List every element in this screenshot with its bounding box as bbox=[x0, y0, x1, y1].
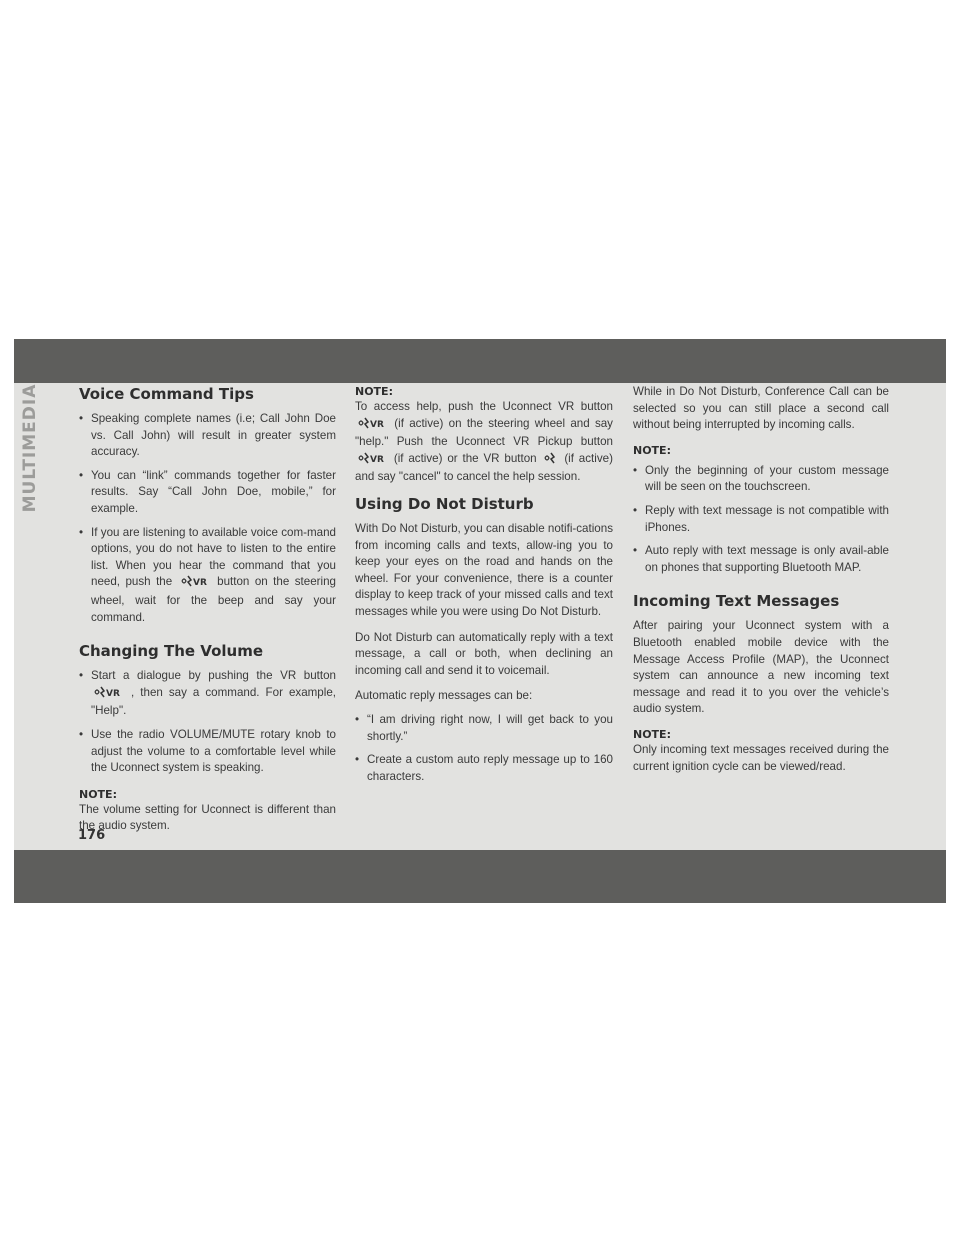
tip3-text-before: If you are listening to available voice com-mand options, you do not have to listen to the entire list. When you hear the command that you need, push the bbox=[91, 525, 336, 589]
svg-text:VR: VR bbox=[370, 419, 384, 429]
vr-button-icon bbox=[180, 575, 210, 593]
note-help-part-4: (if active) and say "cancel" to cancel the help session. bbox=[355, 451, 613, 484]
column-2 bbox=[355, 384, 613, 792]
column-3 bbox=[633, 384, 889, 775]
auto-reply-list bbox=[355, 712, 613, 785]
header-band bbox=[14, 339, 946, 383]
list-item bbox=[79, 668, 336, 720]
vol1-text-before: Start a dialogue by pushing the VR button bbox=[91, 669, 336, 683]
heading-changing-volume: Changing The Volume bbox=[79, 642, 264, 661]
column-1 bbox=[79, 384, 336, 835]
section-side-label: MULTIMEDIA bbox=[20, 383, 40, 513]
note-list bbox=[633, 463, 889, 577]
page-number: 176 bbox=[78, 828, 106, 843]
heading-voice-command-tips: Voice Command Tips bbox=[79, 385, 254, 403]
note-text: The volume setting for Uconnect is different than the audio system. bbox=[79, 802, 336, 833]
list-item: • Use the radio VOLUME/MUTE rotary knob to adjust the volume to a comfortable level while the Uconnect system is speaking. bbox=[79, 727, 336, 777]
note-label: NOTE: bbox=[633, 443, 671, 457]
note-help-part-3: (if active) or the VR button bbox=[393, 451, 537, 465]
list-item: • You can “link” commands together for faster results. Say “Call John Doe, mobile,” for example. bbox=[79, 468, 336, 518]
note-help-part-1: To access help, push the Uconnect VR button bbox=[355, 400, 613, 413]
list-item: • Only the beginning of your custom message will be seen on the touchscreen. bbox=[633, 463, 889, 496]
dnd-paragraph-2: Do Not Disturb can automatically reply with a text message, a call or both, when declining an incoming call and send it to voicemail. bbox=[355, 630, 613, 677]
footer-band bbox=[14, 850, 946, 903]
note-label: NOTE: bbox=[633, 727, 671, 741]
dnd-paragraph-3: Automatic reply messages can be: bbox=[355, 689, 533, 703]
voice-tips-list bbox=[79, 411, 336, 626]
heading-do-not-disturb: Using Do Not Disturb bbox=[355, 494, 534, 513]
vol1-text-after: , then say a command. For example, "Help". bbox=[91, 685, 336, 718]
list-item bbox=[79, 525, 336, 627]
conference-call-paragraph: While in Do Not Disturb, Conference Call can be selected so you can still place a second call without being interrupted by incoming calls. bbox=[633, 385, 889, 432]
incoming-text-paragraph: After pairing your Uconnect system with a Bluetooth enabled mobile device with the Message Access Profile (MAP), the Uconnect system can announce a new incoming text message and read it to you over the vehicle’s audio system. bbox=[633, 619, 889, 716]
note-help-paragraph bbox=[355, 399, 613, 486]
dnd-paragraph-1: With Do Not Disturb, you can disable notifi-cations from incoming calls and texts, allow-ing you to keep your eyes on the road and hands on the wheel. For your convenience, there is a counter display to keep track of your missed calls and text messages while you were using Do Not Disturb. bbox=[355, 521, 613, 618]
heading-incoming-text-messages: Incoming Text Messages bbox=[633, 592, 840, 611]
note-label: NOTE: bbox=[79, 787, 117, 801]
list-item: • Speaking complete names (i.e; Call John Doe vs. Call John) will result in greater system accuracy. bbox=[79, 411, 336, 461]
svg-text:VR: VR bbox=[106, 688, 120, 698]
svg-text:VR: VR bbox=[370, 454, 384, 464]
list-item: • Create a custom auto reply message up to 160 characters. bbox=[355, 752, 613, 785]
tip3-text-after: button on the steering wheel, wait for the beep and say your command. bbox=[91, 575, 336, 624]
list-item: • Reply with text message is not compatible with iPhones. bbox=[633, 503, 889, 536]
svg-text:VR: VR bbox=[192, 578, 207, 588]
note-help-part-2: (if active) on the steering wheel and say "help." Push the Uconnect VR Pickup button bbox=[355, 416, 613, 449]
list-item: • Auto reply with text message is only avail-able on phones that supporting Bluetooth MAP. bbox=[633, 543, 889, 576]
note-text: Only incoming text messages received during the current ignition cycle can be viewed/read. bbox=[633, 742, 889, 773]
vr-pickup-button-icon bbox=[357, 452, 387, 470]
note-label: NOTE: bbox=[355, 385, 393, 398]
vr-button-icon bbox=[93, 686, 123, 704]
voice-button-icon bbox=[543, 452, 557, 470]
list-item: • “I am driving right now, I will get back to you shortly.” bbox=[355, 712, 613, 745]
volume-list bbox=[79, 668, 336, 777]
vr-button-icon bbox=[357, 417, 387, 435]
